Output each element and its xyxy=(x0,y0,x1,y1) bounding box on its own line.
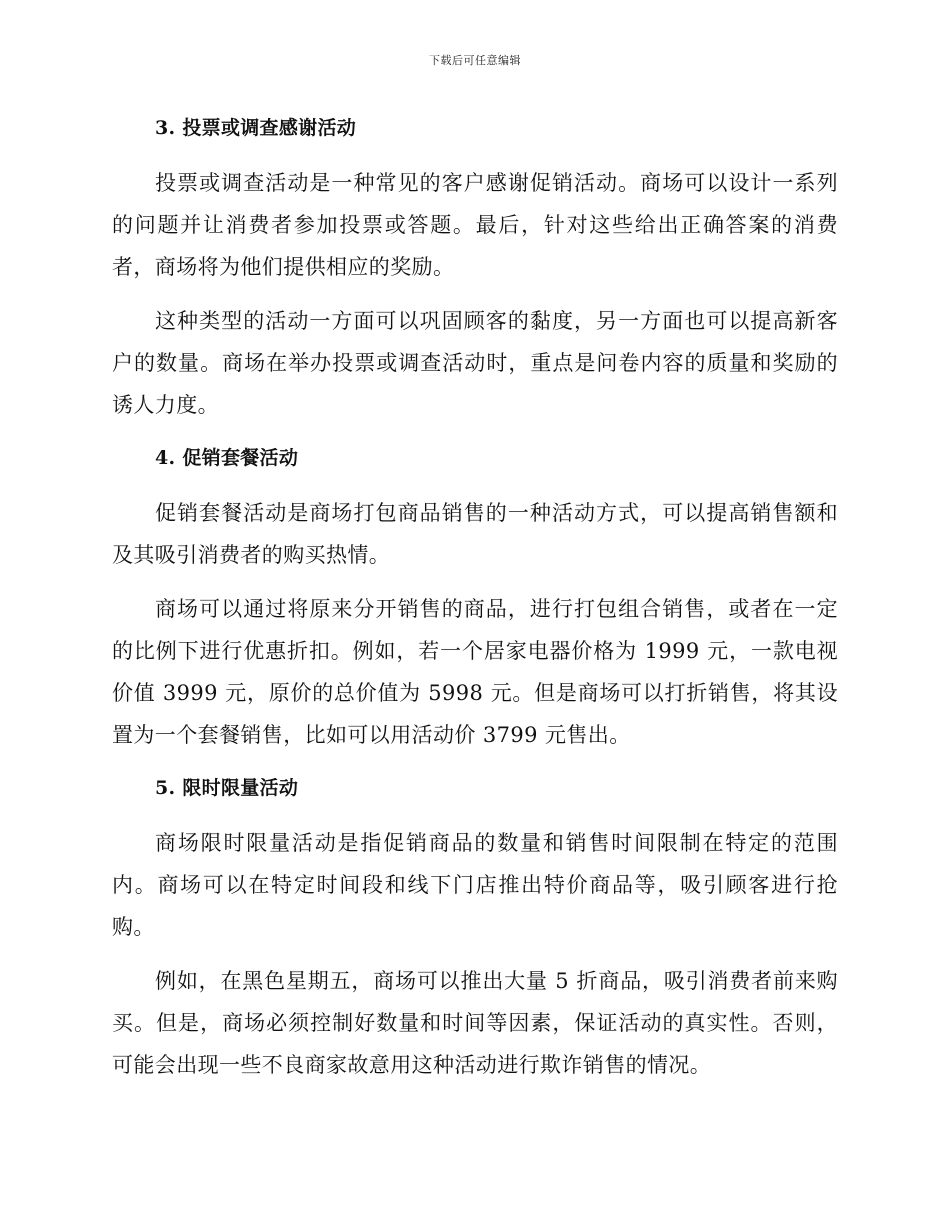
document-body xyxy=(112,108,838,1086)
paragraph: 投票或调查活动是一种常见的客户感谢促销活动。商场可以设计一系列的问题并让消费者参加投票或答题。最后，针对这些给出正确答案的消费者，商场将为他们提供相应的奖励。 xyxy=(112,171,838,279)
section-heading: 5. 限时限量活动 xyxy=(155,777,299,799)
section-voting-survey xyxy=(112,108,838,438)
section-heading: 3. 投票或调查感谢活动 xyxy=(155,117,357,139)
section-promo-package xyxy=(112,438,838,768)
paragraph: 商场可以通过将原来分开销售的商品，进行打包组合销售，或者在一定的比例下进行优惠折扣。例如，若一个居家电器价格为 1999 元，一款电视价值 3999 元，原价的总价值为 5998 元。但是商场可以打折销售，将其设置为一个套餐销售，比如可以用活动价 3799 元售出。 xyxy=(112,597,838,747)
paragraph: 这种类型的活动一方面可以巩固顾客的黏度，另一方面也可以提高新客户的数量。商场在举办投票或调查活动时，重点是问卷内容的质量和奖励的诱人力度。 xyxy=(112,309,838,417)
section-heading: 4. 促销套餐活动 xyxy=(155,447,299,469)
header-note: 下载后可任意编辑 xyxy=(429,54,521,67)
section-limited-time xyxy=(112,768,838,1086)
paragraph: 促销套餐活动是商场打包商品销售的一种活动方式，可以提高销售额和及其吸引消费者的购买热情。 xyxy=(112,501,838,567)
paragraph: 例如，在黑色星期五，商场可以推出大量 5 折商品，吸引消费者前来购买。但是，商场必须控制好数量和时间等因素，保证活动的真实性。否则，可能会出现一些不良商家故意用这种活动进行欺诈销售的情况。 xyxy=(112,969,838,1077)
paragraph: 商场限时限量活动是指促销商品的数量和销售时间限制在特定的范围内。商场可以在特定时间段和线下门店推出特价商品等，吸引顾客进行抢购。 xyxy=(112,831,838,939)
